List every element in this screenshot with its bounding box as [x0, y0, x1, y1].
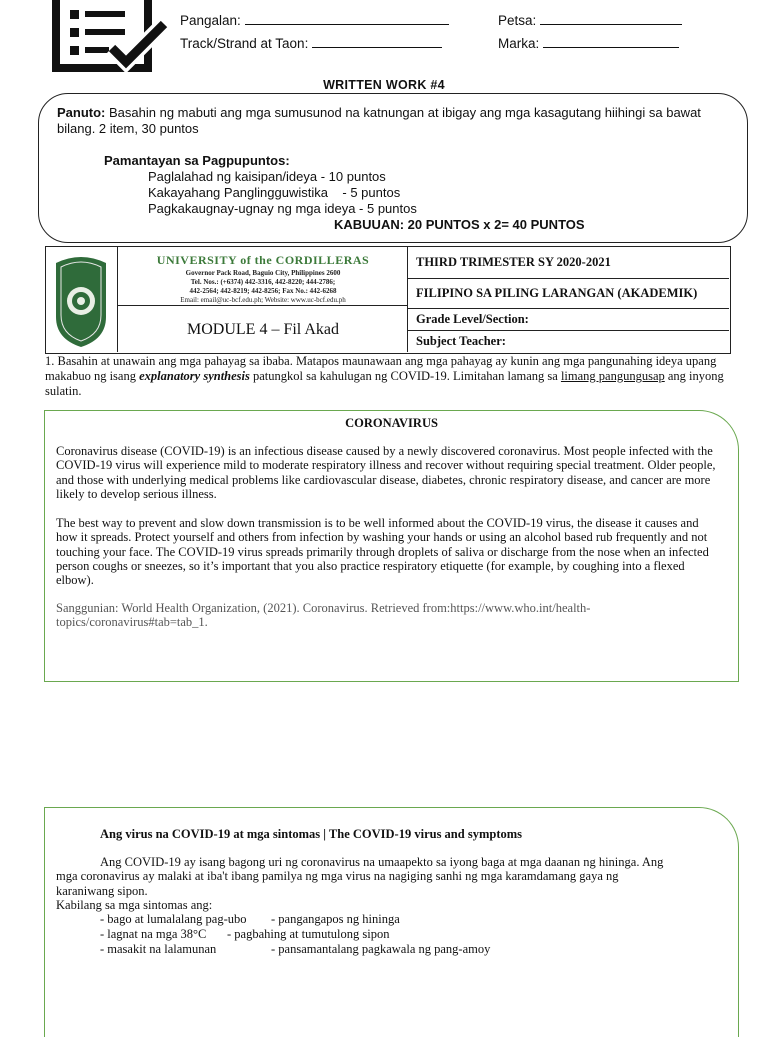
address-line: 442-2564; 442-8219; 442-8256; Fax No.: 442-6268 [189, 287, 337, 295]
term: THIRD TRIMESTER SY 2020-2021 [416, 255, 611, 269]
grade-section-cell[interactable] [408, 309, 729, 331]
article1-paragraph: The best way to prevent and slow down transmission is to be well informed about the COVID-19 virus, the disease it causes and how it spreads. Protect yourself and others from infection by washing your hands or using an alcohol based rub frequently and not touching your face. The COVID-19 virus spreads primarily through droplets of saliva or discharge from the nose when an infected person coughs or sneezes, so it’s important that you also practice respiratory etiquette (for example, by coughing into a flexed elbow). [56, 516, 709, 588]
name-field[interactable] [180, 12, 449, 28]
university-seal-icon [46, 247, 116, 351]
article1-paragraph: Coronavirus disease (COVID-19) is an infectious disease caused by a newly discovered coronavirus. Most people infected with the COVID-19 virus will experience mild to moderate respiratory illness and recover without requiring special treatment. Older people, and those with underlying medical problems like cardiovascular disease, diabetes, chronic respiratory disease, and cancer are more likely to develop serious illness. [56, 444, 716, 501]
date-label: Petsa: [498, 13, 537, 28]
name-label: Pangalan: [180, 13, 241, 28]
symptom-item: - lagnat na mga 38°C [100, 927, 207, 941]
article1-source: Sanggunian: World Health Organization, (2021). Coronavirus. Retrieved from:https://www.who.int/health-topics/coronavirus#tab=tab_1. [56, 601, 591, 630]
total-points: KABUUAN: 20 PUNTOS x 2= 40 PUNTOS [334, 217, 585, 232]
symptoms-intro: Kabilang sa mga sintomas ang: [56, 898, 213, 912]
symptom-item: - pansamantalang pagkawala ng pang-amoy [271, 942, 491, 956]
article1-title: CORONAVIRUS [345, 416, 438, 430]
subject-teacher-cell[interactable] [408, 331, 729, 352]
address-line: Email: email@uc-bcf.edu.ph; Website: www.uc-bcf.edu.ph [180, 296, 346, 304]
address-line: Tel. Nos.: (+6374) 442-3316, 442-8220; 444-2786; [190, 278, 336, 286]
panuto-text: Basahin ng mabuti ang mga sumusunod na katnungan at ibigay ang mga kasagutang hiihingi sa bawat bilang. 2 item, 30 puntos [57, 105, 701, 136]
subject-cell [408, 279, 729, 309]
address-line: Governor Pack Road, Baguio City, Philippines 2600 [185, 269, 341, 277]
question-1: 1. Basahin at unawain ang mga pahayag sa ibaba. Matapos maunawaan ang mga pahayag ay kunin ang mga pangunahing ideya upang makabuo ng isang explanatory synthesis patungkol sa kahulugan ng COVID-19. Limitahan lamang sa limang pangungusap ang inyong sulatin. [45, 354, 724, 398]
underlined-limit: limang pangungusap [560, 369, 665, 383]
track-label: Track/Strand at Taon: [180, 36, 309, 51]
university-name: UNIVERSITY of the CORDILLERAS [156, 253, 370, 267]
subject: FILIPINO SA PILING LARANGAN (AKADEMIK) [416, 286, 698, 300]
subject-teacher-label: Subject Teacher: [416, 334, 506, 348]
panuto-label: Panuto: [57, 105, 106, 120]
symptom-item: - pangangapos ng hininga [271, 912, 400, 926]
symptom-item: - masakit na lalamunan [100, 942, 217, 956]
date-field[interactable] [498, 12, 682, 28]
seal-cell [46, 247, 118, 352]
written-work-title: WRITTEN WORK #4 [323, 78, 445, 92]
criteria-title: Pamantayan sa Pagpupuntos: [104, 153, 290, 168]
symptom-item: - bago at lumalalang pag-ubo [100, 912, 247, 926]
module-title: MODULE 4 – Fil Akad [187, 321, 339, 338]
track-field[interactable] [180, 35, 442, 51]
article2-title: Ang virus na COVID-19 at mga sintomas | The COVID-19 virus and symptoms [100, 827, 523, 841]
grade-label: Marka: [498, 36, 540, 51]
university-cell [118, 247, 408, 352]
article2-paragraph: Ang COVID-19 ay isang bagong uri ng coronavirus na umaapekto sa iyong baga at mga daanan ng hininga. Ang mga coronavirus ay malaki at iba't ibang pamilya ng mga virus na nagiging sanhi ng mga karamdamang gaya ng karaniwang sipon. [56, 855, 664, 898]
criteria-item: Pagkakaugnay-ugnay ng mga ideya - 5 puntos [148, 201, 417, 216]
criteria-item: Paglalahad ng kaisipan/ideya - 10 puntos [148, 169, 386, 184]
emphasis-term: explanatory synthesis [139, 369, 250, 383]
grade-field[interactable] [498, 35, 679, 51]
grade-section-label: Grade Level/Section: [416, 312, 529, 326]
checklist-icon [52, 0, 172, 72]
criteria-item: Kakayahang Panglingguwistika - 5 puntos [148, 185, 401, 200]
symptom-item: - pagbahing at tumutulong sipon [227, 927, 390, 941]
panuto [57, 105, 729, 137]
module-header-table [45, 246, 731, 354]
term-cell [408, 247, 729, 279]
